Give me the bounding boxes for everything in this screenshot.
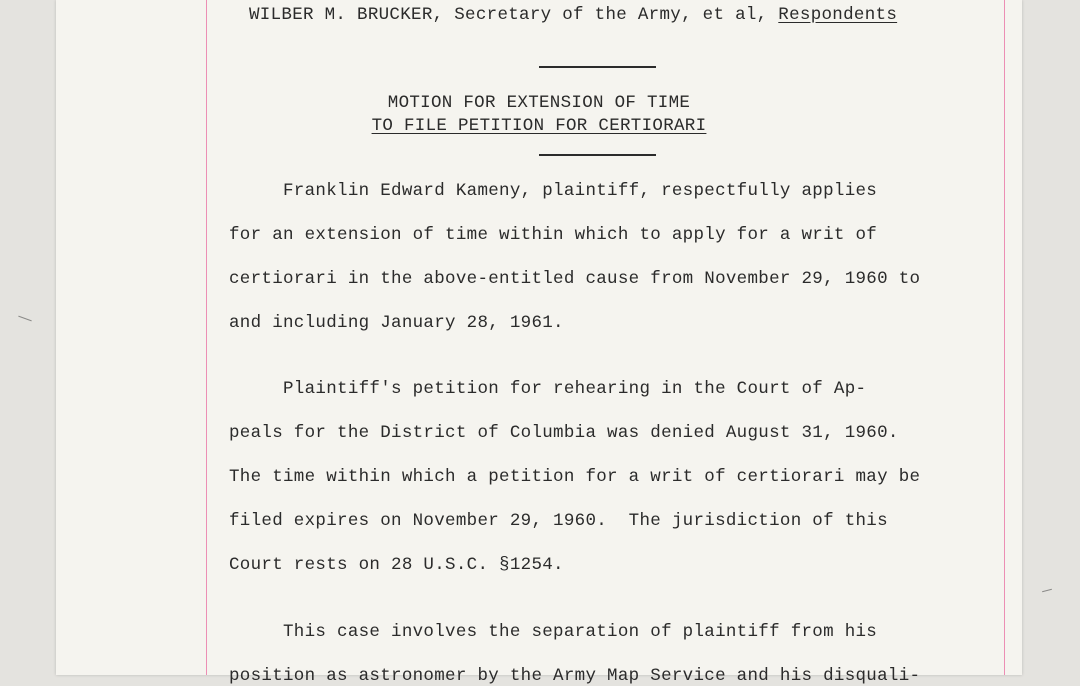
paragraph-2-line-4: filed expires on November 29, 1960. The jurisdiction of this [229, 511, 888, 531]
paragraph-2-line-1: Plaintiff's petition for rehearing in the Court of Ap- [229, 379, 867, 399]
paragraph-1-line-4: and including January 28, 1961. [229, 313, 564, 333]
respondent-line: WILBER M. BRUCKER, Secretary of the Army, et al, [249, 5, 768, 25]
stray-mark [18, 316, 31, 322]
paragraph-3-line-2: position as astronomer by the Army Map Service and his disquali- [229, 666, 921, 686]
motion-title-line-1: MOTION FOR EXTENSION OF TIME [387, 93, 691, 113]
paragraph-1-line-2: for an extension of time within which to apply for a writ of [229, 225, 878, 245]
paragraph-1-line-3: certiorari in the above-entitled cause from November 29, 1960 to [229, 269, 921, 289]
stray-mark [1042, 589, 1052, 593]
paragraph-2-line-3: The time within which a petition for a writ of certiorari may be [229, 467, 921, 487]
paragraph-2-line-2: peals for the District of Columbia was denied August 31, 1960. [229, 423, 899, 443]
separator-rule-top [539, 66, 656, 68]
separator-rule-bottom [539, 154, 656, 156]
respondents-label: Respondents [778, 5, 898, 25]
paragraph-3-line-1: This case involves the separation of plaintiff from his [229, 622, 878, 642]
respondent-caption [249, 5, 897, 25]
motion-title-line-2: TO FILE PETITION FOR CERTIORARI [371, 116, 707, 136]
paragraph-2-line-5: Court rests on 28 U.S.C. §1254. [229, 555, 564, 575]
document-page [56, 0, 1022, 686]
paragraph-1-line-1: Franklin Edward Kameny, plaintiff, respectfully applies [229, 181, 878, 201]
